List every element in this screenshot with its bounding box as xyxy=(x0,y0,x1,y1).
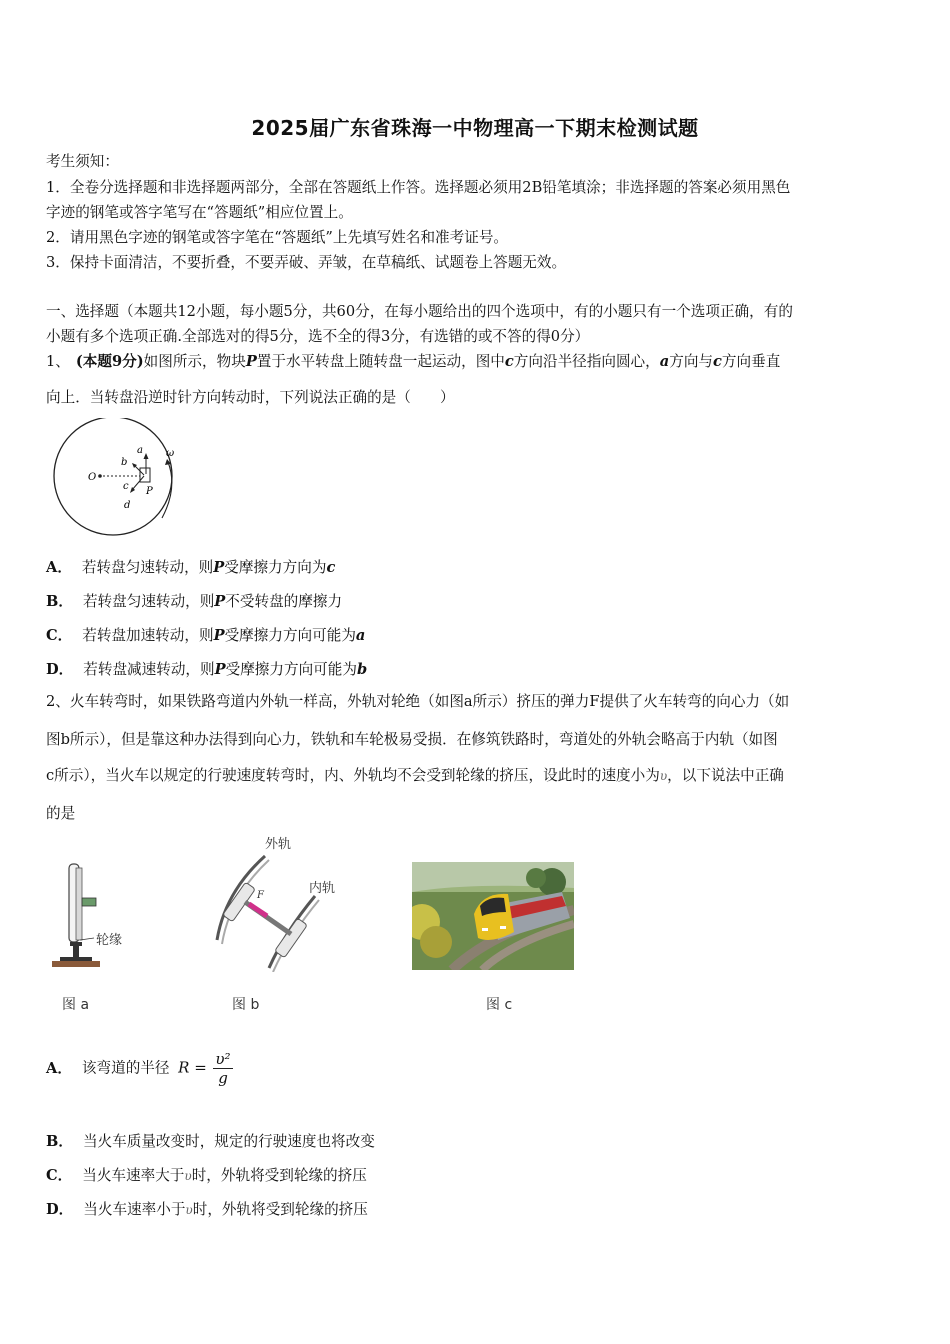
notice-item: 字迹的钢笔或答字笔写在“答题纸”相应位置上。 xyxy=(46,204,353,221)
force-F xyxy=(249,904,267,916)
q2-option-c[interactable] xyxy=(46,1164,367,1185)
option-text: 不受转盘的摩擦力 xyxy=(225,593,343,610)
option-text: 若转盘加速转动，则 xyxy=(82,627,214,644)
label-O: O xyxy=(88,472,97,483)
q1-option-c[interactable] xyxy=(46,624,365,645)
block-P xyxy=(140,468,150,482)
option-label: D． xyxy=(46,661,74,678)
option-text: 该弯道的半径 xyxy=(81,1059,170,1077)
option-text: 受摩擦力方向可能为 xyxy=(224,627,356,644)
q1-var: P xyxy=(245,353,257,370)
center-dot xyxy=(98,474,102,478)
q1-stem-text: 方向垂直 xyxy=(721,353,781,370)
label-P: P xyxy=(146,486,153,497)
option-var: P xyxy=(214,661,226,678)
option-var: υ xyxy=(184,1169,192,1183)
q1-stem-text: 方向沿半径指向圆心， xyxy=(513,353,660,370)
option-var: υ xyxy=(185,1203,193,1217)
option-var: c xyxy=(326,559,336,576)
section-instruction: 小题有多个选项正确.全部选对的得5分，选不全的得3分，有选错的或不答的得0分） xyxy=(46,328,590,345)
q1-var: a xyxy=(659,353,670,370)
q1-stem xyxy=(46,352,780,372)
q1-points: (本题9分) xyxy=(75,353,144,370)
option-text: 当火车速率大于 xyxy=(82,1167,185,1184)
q1-option-d[interactable] xyxy=(46,658,367,679)
notice-item: 2．请用黑色字迹的钢笔或答字笔在“答题纸”上先填写姓名和准考证号。 xyxy=(46,229,509,246)
figure-c-train xyxy=(412,862,574,970)
label-outer-rail: 外轨 xyxy=(265,837,292,852)
option-text: 时，外轨将受到轮缘的挤压 xyxy=(192,1201,368,1218)
q2-stem: 图b所示），但是靠这种办法得到向心力，铁轨和车轮极易受损．在修筑铁路时，弯道处的外轨会略高于内轨（如图 xyxy=(46,731,778,748)
option-text: 时，外轨将受到轮缘的挤压 xyxy=(191,1167,367,1184)
option-text: 受摩擦力方向可能为 xyxy=(225,661,357,678)
option-text: 当火车质量改变时，规定的行驶速度也将改变 xyxy=(82,1133,375,1150)
option-label: C． xyxy=(46,627,73,644)
page-title: 2025届广东省珠海一中物理高一下期末检测试题 xyxy=(251,116,699,140)
label-inner-rail: 内轨 xyxy=(309,881,336,896)
caption-fig-c: 图 c xyxy=(486,997,513,1013)
q1-option-a[interactable] xyxy=(46,556,335,577)
label-lunyuan: 轮缘 xyxy=(96,933,123,948)
option-text: 当火车速率小于 xyxy=(83,1201,186,1218)
notice-heading: 考生须知： xyxy=(46,153,119,170)
q2-stem-text: ，以下说法中正确 xyxy=(667,767,784,784)
q2-option-a[interactable] xyxy=(46,1050,233,1087)
label-F: F xyxy=(257,890,264,901)
option-label: D． xyxy=(46,1201,74,1218)
notice-item: 3．保持卡面清洁，不要折叠，不要弄破、弄皱，在草稿纸、试题卷上答题无效。 xyxy=(46,254,567,271)
formula-numerator: υ² xyxy=(215,1050,231,1068)
q1-stem-text: 置于水平转盘上随转盘一起运动，图中 xyxy=(256,353,505,370)
q1-var: c xyxy=(713,353,722,370)
label-b: b xyxy=(121,457,128,468)
turntable-figure xyxy=(40,418,190,540)
caption-fig-b: 图 b xyxy=(232,997,260,1013)
q2-stem: 2、火车转弯时，如果铁路弯道内外轨一样高，外轨对轮绝（如图a所示）挤压的弹力F提供了火车转弯的向心力（如 xyxy=(46,693,790,710)
option-var: a xyxy=(355,627,366,644)
figure-b-rails xyxy=(205,832,355,972)
arrow-d xyxy=(132,476,144,490)
option-text: 受摩擦力方向为 xyxy=(224,559,327,576)
option-text: 若转盘减速转动，则 xyxy=(83,661,215,678)
caption-fig-a: 图 a xyxy=(62,997,90,1013)
figure-a-wheel xyxy=(48,860,138,972)
option-var: P xyxy=(214,593,226,610)
q2-option-b[interactable] xyxy=(46,1130,375,1151)
formula-denominator: g xyxy=(218,1069,228,1087)
q2-stem: 的是 xyxy=(46,805,76,822)
option-var: P xyxy=(213,559,225,576)
formula xyxy=(178,1050,232,1087)
q1-stem-text: 方向与 xyxy=(669,353,714,370)
notice-item: 1．全卷分选择题和非选择题两部分，全部在答题纸上作答。选择题必须用2B铅笔填涂；非选择题的答案必须用黑色 xyxy=(46,179,791,196)
turntable-disk xyxy=(54,418,175,535)
q1-stem-line2: 向上．当转盘沿逆时针方向转动时，下列说法正确的是（ ） xyxy=(46,389,455,406)
label-omega: ω xyxy=(166,448,175,459)
q1-var: c xyxy=(504,353,514,370)
label-a: a xyxy=(137,445,143,456)
q1-number: 1、 xyxy=(46,353,70,370)
option-label: A． xyxy=(46,1059,72,1077)
q2-stem xyxy=(46,766,784,786)
option-var: P xyxy=(213,627,225,644)
option-label: A． xyxy=(46,559,72,576)
option-label: C． xyxy=(46,1167,73,1184)
q2-var-v: υ xyxy=(659,769,668,783)
q1-option-b[interactable] xyxy=(46,590,342,611)
q2-option-d[interactable] xyxy=(46,1198,368,1219)
option-text: 若转盘匀速转动，则 xyxy=(81,559,214,576)
option-label: B． xyxy=(46,1133,73,1150)
formula-lhs: R = xyxy=(178,1058,207,1077)
label-d: d xyxy=(124,500,131,511)
q1-stem-text: 如图所示，物块 xyxy=(143,353,246,370)
option-text: 若转盘匀速转动，则 xyxy=(82,593,215,610)
option-var: b xyxy=(356,661,368,678)
q2-stem-text: c所示），当火车以规定的行驶速度转弯时，内、外轨均不会受到轮缘的挤压，设此时的速度小为 xyxy=(46,767,660,784)
formula-fraction xyxy=(213,1050,232,1087)
label-c: c xyxy=(123,481,129,492)
option-label: B． xyxy=(46,593,73,610)
section-instruction: 一、选择题（本题共12小题，每小题5分，共60分，在每小题给出的四个选项中，有的小题只有一个选项正确，有的 xyxy=(46,303,793,320)
